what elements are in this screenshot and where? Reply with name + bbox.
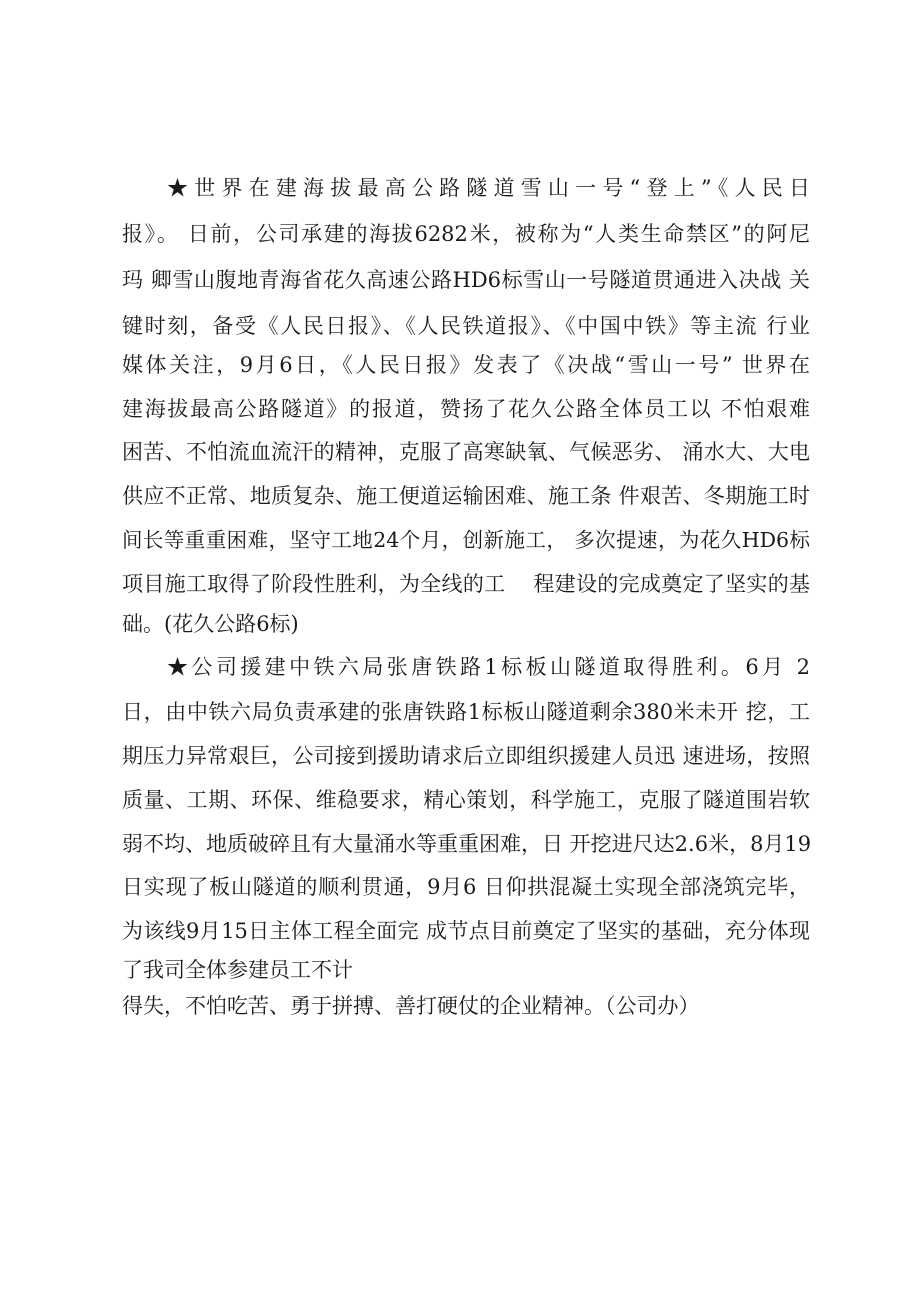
paragraph-line: 项目施工取得了阶段性胜利，为全线的工 程建设的完成奠定了坚实的基 <box>122 572 810 596</box>
paragraph-line: 媒体关注，9月6日，《人民日报》发表了《决战“雪山一号” 世界在 <box>122 353 810 377</box>
paragraph-line: 为该线9月15日主体工程全面完 成节点目前奠定了坚实的基础，充分体现 <box>122 919 810 943</box>
paragraph-line: 日，由中铁六局负责承建的张唐铁路1标板山隧道剩余380米未开 挖，工 <box>122 700 810 724</box>
paragraph-line: 质量、工期、环保、维稳要求，精心策划，科学施工，克服了隧道围岩软 <box>122 788 810 812</box>
paragraph-line: 供应不正常、地质复杂、施工便道运输困难、施工条 件艰苦、冬期施工时 <box>122 484 810 508</box>
paragraph-line: 期压力异常艰巨，公司接到援助请求后立即组织援建人员迅 速进场，按照 <box>122 744 810 768</box>
paragraph-line: 间长等重重困难，坚守工地24个月，创新施工， 多次提速，为花久HD6标 <box>122 528 810 552</box>
paragraph-line: 报》。 日前，公司承建的海拔6282米，被称为“人类生命禁区”的阿尼 <box>122 222 810 246</box>
paragraph-line: 日实现了板山隧道的顺利贯通，9月6 日仰拱混凝土实现全部浇筑完毕， <box>122 875 810 899</box>
paragraph-line: ★公司援建中铁六局张唐铁路1标板山隧道取得胜利。6月 2 <box>167 655 810 679</box>
paragraph-line: 建海拔最高公路隧道》的报道，赞扬了花久公路全体员工以 不怕艰难 <box>122 397 810 421</box>
paragraph-line: 弱不均、地质破碎且有大量涌水等重重困难，日 开挖进尺达2.6米，8月19 <box>122 832 812 856</box>
paragraph-line: 得失，不怕吃苦、勇于拼搏、善打硬仗的企业精神。（公司办） <box>122 994 700 1018</box>
paragraph-line: 困苦、不怕流血流汗的精神，克服了高寒缺氧、气候恶劣、 涌水大、大电 <box>122 440 810 464</box>
paragraph-line: 玛 卿雪山腹地青海省花久高速公路HD6标雪山一号隧道贯通进入决战 关 <box>122 268 810 292</box>
paragraph-line: 了我司全体参建员工不计 <box>122 958 353 982</box>
paragraph-line: 键时刻，备受《人民日报》、《人民铁道报》、《中国中铁》等主流 行业 <box>122 314 810 338</box>
paragraph-line: ★世界在建海拔最高公路隧道雪山一号“登上”《人民日 <box>167 176 810 200</box>
paragraph-line: 础。(花久公路6标) <box>122 612 299 636</box>
